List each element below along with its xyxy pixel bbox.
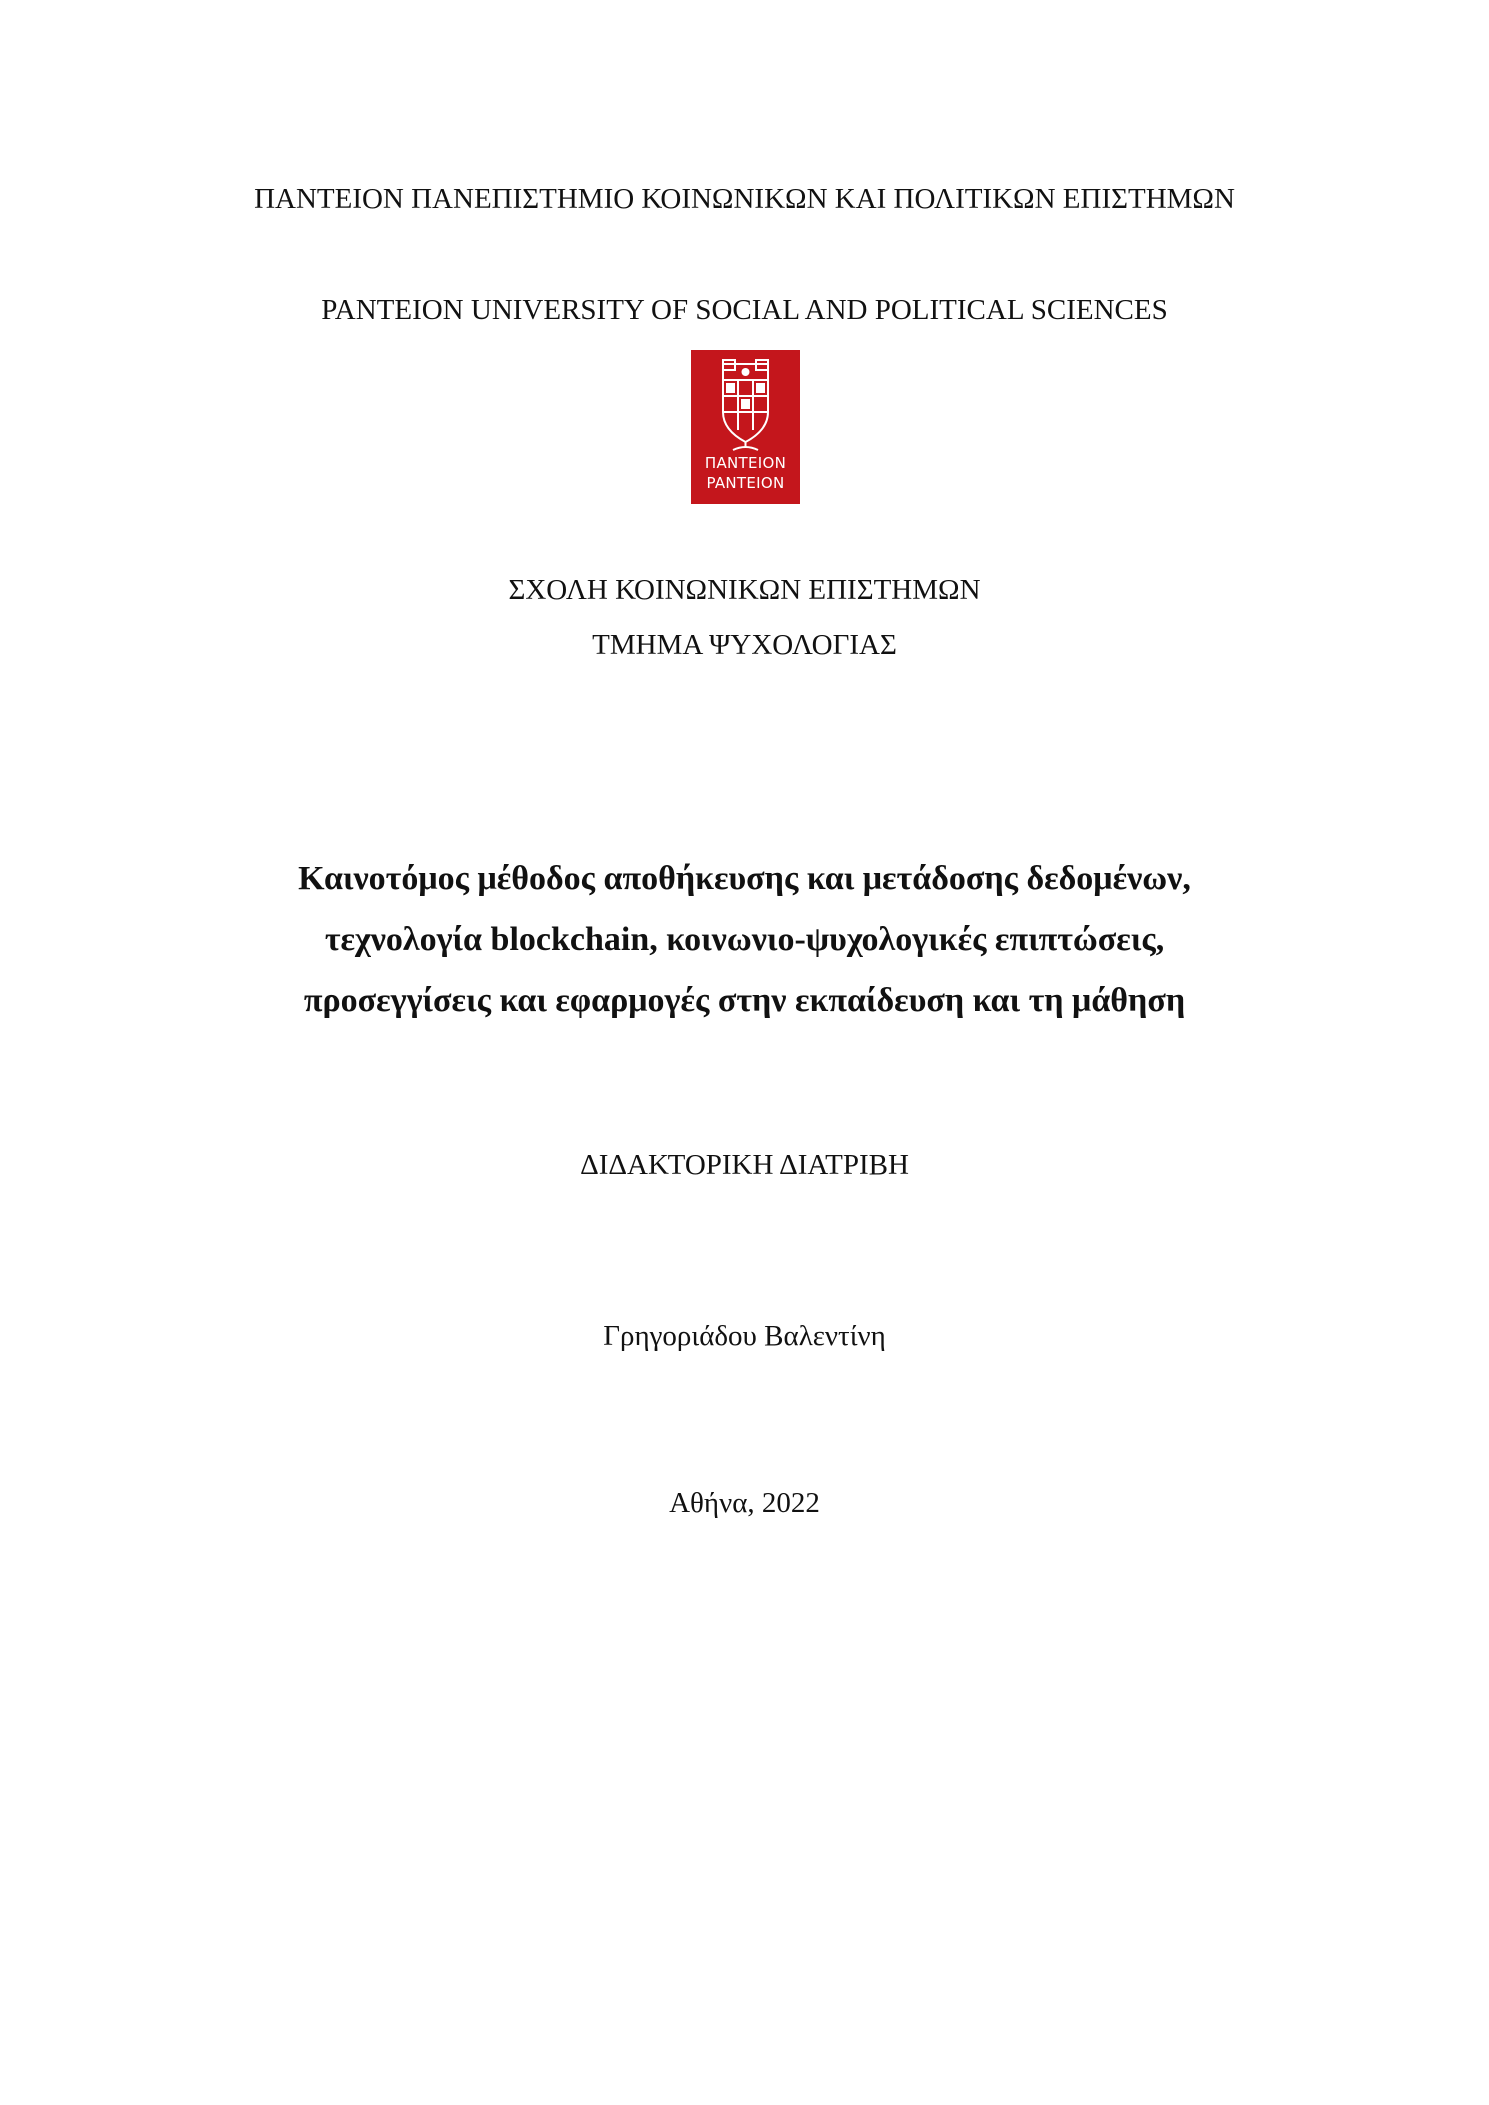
university-name-greek: ΠΑΝΤΕΙΟΝ ΠΑΝΕΠΙΣΤΗΜΙΟ ΚΟΙΝΩΝΙΚΩΝ ΚΑΙ ΠΟΛΙΤΙΚΩΝ ΕΠΙΣΤΗΜΩΝ bbox=[254, 183, 1235, 215]
author-name: Γρηγοριάδου Βαλεντίνη bbox=[603, 1320, 886, 1352]
logo-text-latin: PANTEION bbox=[706, 474, 785, 492]
university-logo bbox=[691, 350, 800, 504]
thesis-title-line: τεχνολογία blockchain, κοινωνιο-ψυχολογικές επιπτώσεις, bbox=[324, 921, 1165, 958]
document-type: ΔΙΔΑΚΤΟΡΙΚΗ ΔΙΑΤΡΙΒΗ bbox=[580, 1149, 909, 1181]
place-and-date: Αθήνα, 2022 bbox=[669, 1487, 820, 1519]
school-name: ΣΧΟΛΗ ΚΟΙΝΩΝΙΚΩΝ ΕΠΙΣΤΗΜΩΝ bbox=[508, 574, 981, 606]
university-name-english: PANTEION UNIVERSITY OF SOCIAL AND POLITICAL SCIENCES bbox=[321, 294, 1168, 326]
thesis-title-line: προσεγγίσεις και εφαρμογές στην εκπαίδευση και τη μάθηση bbox=[303, 982, 1186, 1019]
department-name: ΤΜΗΜΑ ΨΥΧΟΛΟΓΙΑΣ bbox=[592, 629, 897, 661]
thesis-title bbox=[0, 848, 1489, 1031]
thesis-title-line: Καινοτόμος μέθοδος αποθήκευσης και μετάδοσης δεδομένων, bbox=[298, 860, 1191, 897]
logo-text-greek: ΠΑΝΤΕΙΟΝ bbox=[704, 454, 787, 472]
